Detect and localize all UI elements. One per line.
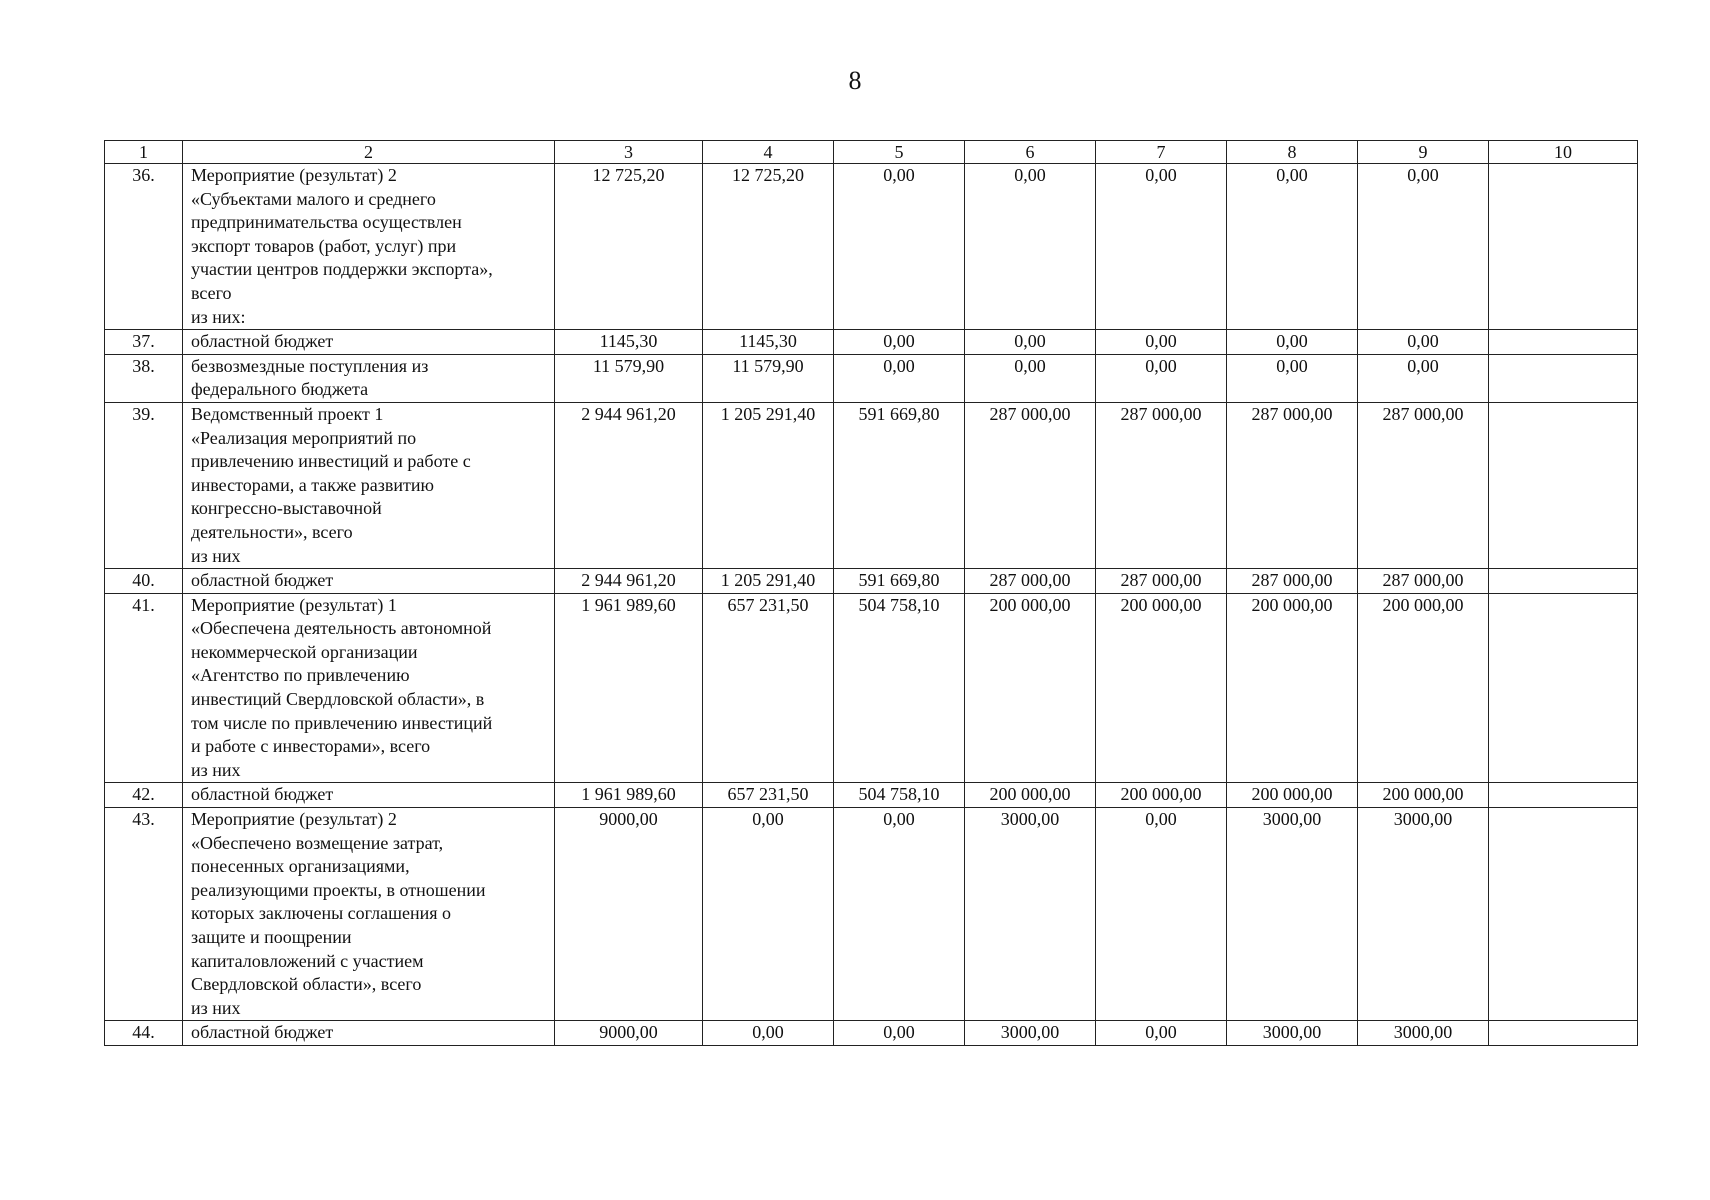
description-line: областной бюджет xyxy=(191,784,334,805)
column-header-9: 9 xyxy=(1358,141,1489,164)
description-line: участии центров поддержки экспорта», xyxy=(191,259,493,280)
description-line: инвесторами, а также развитию xyxy=(191,474,434,495)
value-cell-col-3: 2 944 961,20 xyxy=(555,569,703,594)
description-line: инвестиций Свердловской области», в xyxy=(191,689,485,710)
description-line: областной бюджет xyxy=(191,331,334,352)
description-line: Мероприятие (результат) 1 xyxy=(191,594,397,615)
value-cell-col-7: 0,00 xyxy=(1096,330,1227,355)
value-cell-col-5: 504 758,10 xyxy=(834,783,965,808)
table-row xyxy=(105,569,1638,594)
value-cell-col-3: 12 725,20 xyxy=(555,164,703,330)
value-cell-col-4: 1145,30 xyxy=(703,330,834,355)
row-number: 37. xyxy=(105,330,183,355)
description-line: из них xyxy=(191,997,241,1018)
value-cell-col-7: 0,00 xyxy=(1096,1021,1227,1046)
column-header-3: 3 xyxy=(555,141,703,164)
description-line: «Реализация мероприятий по xyxy=(191,427,417,448)
value-cell-col-6: 287 000,00 xyxy=(965,569,1096,594)
description-line: «Агентство по привлечению xyxy=(191,665,410,686)
page-number: 8 xyxy=(848,66,862,95)
row-description xyxy=(183,354,555,402)
column-header-7: 7 xyxy=(1096,141,1227,164)
value-cell-col-5: 591 669,80 xyxy=(834,402,965,568)
value-cell-col-4: 1 205 291,40 xyxy=(703,402,834,568)
value-cell-col-6: 200 000,00 xyxy=(965,593,1096,783)
value-cell-col-10 xyxy=(1489,593,1638,783)
value-cell-col-8: 3000,00 xyxy=(1227,808,1358,1021)
description-line: из них: xyxy=(191,306,246,327)
value-cell-col-4: 1 205 291,40 xyxy=(703,569,834,594)
value-cell-col-7: 0,00 xyxy=(1096,354,1227,402)
description-line: областной бюджет xyxy=(191,570,334,591)
table-body xyxy=(105,164,1638,1046)
value-cell-col-5: 591 669,80 xyxy=(834,569,965,594)
description-line: Мероприятие (результат) 2 xyxy=(191,809,397,830)
table-row xyxy=(105,593,1638,783)
value-cell-col-9: 3000,00 xyxy=(1358,808,1489,1021)
column-header-8: 8 xyxy=(1227,141,1358,164)
value-cell-col-5: 0,00 xyxy=(834,1021,965,1046)
value-cell-col-3: 11 579,90 xyxy=(555,354,703,402)
description-line: «Субъектами малого и среднего xyxy=(191,188,436,209)
table-row xyxy=(105,1021,1638,1046)
row-number: 42. xyxy=(105,783,183,808)
table-row xyxy=(105,783,1638,808)
value-cell-col-4: 0,00 xyxy=(703,1021,834,1046)
description-line: конгрессно-выставочной xyxy=(191,498,382,519)
value-cell-col-8: 200 000,00 xyxy=(1227,593,1358,783)
description-line: Мероприятие (результат) 2 xyxy=(191,165,397,185)
description-line: некоммерческой организации xyxy=(191,641,418,662)
row-number: 43. xyxy=(105,808,183,1021)
row-number: 39. xyxy=(105,402,183,568)
table-row xyxy=(105,330,1638,355)
value-cell-col-9: 3000,00 xyxy=(1358,1021,1489,1046)
description-line: защите и поощрении xyxy=(191,927,352,947)
value-cell-col-10 xyxy=(1489,569,1638,594)
value-cell-col-7: 287 000,00 xyxy=(1096,402,1227,568)
value-cell-col-5: 0,00 xyxy=(834,164,965,330)
value-cell-col-10 xyxy=(1489,783,1638,808)
description-line: областной бюджет xyxy=(191,1022,334,1043)
column-header-5: 5 xyxy=(834,141,965,164)
value-cell-col-4: 12 725,20 xyxy=(703,164,834,330)
column-header-1: 1 xyxy=(105,141,183,164)
value-cell-col-9: 200 000,00 xyxy=(1358,783,1489,808)
value-cell-col-9: 287 000,00 xyxy=(1358,402,1489,568)
column-header-2: 2 xyxy=(183,141,555,164)
value-cell-col-6: 0,00 xyxy=(965,354,1096,402)
table-header xyxy=(105,141,1638,164)
row-description xyxy=(183,569,555,594)
description-line: федерального бюджета xyxy=(191,379,369,400)
value-cell-col-9: 0,00 xyxy=(1358,330,1489,355)
value-cell-col-6: 287 000,00 xyxy=(965,402,1096,568)
row-description xyxy=(183,1021,555,1046)
value-cell-col-3: 1 961 989,60 xyxy=(555,593,703,783)
value-cell-col-8: 200 000,00 xyxy=(1227,783,1358,808)
description-line: предпринимательства осуществлен xyxy=(191,212,462,233)
column-header-4: 4 xyxy=(703,141,834,164)
value-cell-col-4: 657 231,50 xyxy=(703,593,834,783)
value-cell-col-5: 0,00 xyxy=(834,808,965,1021)
value-cell-col-10 xyxy=(1489,808,1638,1021)
row-description xyxy=(183,164,555,330)
value-cell-col-10 xyxy=(1489,164,1638,330)
value-cell-col-3: 9000,00 xyxy=(555,808,703,1021)
value-cell-col-6: 0,00 xyxy=(965,164,1096,330)
value-cell-col-7: 287 000,00 xyxy=(1096,569,1227,594)
value-cell-col-6: 3000,00 xyxy=(965,808,1096,1021)
column-header-6: 6 xyxy=(965,141,1096,164)
value-cell-col-4: 0,00 xyxy=(703,808,834,1021)
row-number: 41. xyxy=(105,593,183,783)
value-cell-col-10 xyxy=(1489,354,1638,402)
description-line: из них xyxy=(191,545,241,566)
value-cell-col-7: 0,00 xyxy=(1096,808,1227,1021)
value-cell-col-8: 287 000,00 xyxy=(1227,402,1358,568)
row-description xyxy=(183,783,555,808)
value-cell-col-9: 200 000,00 xyxy=(1358,593,1489,783)
table-row xyxy=(105,402,1638,568)
value-cell-col-10 xyxy=(1489,1021,1638,1046)
value-cell-col-6: 0,00 xyxy=(965,330,1096,355)
value-cell-col-8: 287 000,00 xyxy=(1227,569,1358,594)
description-line: экспорт товаров (работ, услуг) при xyxy=(191,235,457,256)
value-cell-col-3: 1 961 989,60 xyxy=(555,783,703,808)
table-row xyxy=(105,164,1638,330)
value-cell-col-9: 0,00 xyxy=(1358,354,1489,402)
value-cell-col-4: 11 579,90 xyxy=(703,354,834,402)
value-cell-col-9: 287 000,00 xyxy=(1358,569,1489,594)
value-cell-col-5: 504 758,10 xyxy=(834,593,965,783)
value-cell-col-10 xyxy=(1489,402,1638,568)
description-line: всего xyxy=(191,282,232,303)
table-row xyxy=(105,354,1638,402)
value-cell-col-8: 0,00 xyxy=(1227,354,1358,402)
value-cell-col-8: 3000,00 xyxy=(1227,1021,1358,1046)
description-line: том числе по привлечению инвестиций xyxy=(191,712,493,733)
value-cell-col-8: 0,00 xyxy=(1227,164,1358,330)
row-description xyxy=(183,593,555,783)
value-cell-col-8: 0,00 xyxy=(1227,330,1358,355)
row-description xyxy=(183,808,555,1021)
description-line: которых заключены соглашения о xyxy=(191,903,451,924)
value-cell-col-3: 1145,30 xyxy=(555,330,703,355)
description-line: понесенных организациями, xyxy=(191,856,410,877)
description-line: «Обеспечена деятельность автономной xyxy=(191,618,492,639)
row-description xyxy=(183,402,555,568)
description-line: деятельности», всего xyxy=(191,521,353,542)
description-line: и работе с инвесторами», всего xyxy=(191,736,431,757)
row-number: 36. xyxy=(105,164,183,330)
value-cell-col-4: 657 231,50 xyxy=(703,783,834,808)
description-line: привлечению инвестиций и работе с xyxy=(191,451,471,472)
value-cell-col-6: 200 000,00 xyxy=(965,783,1096,808)
description-line: «Обеспечено возмещение затрат, xyxy=(191,832,444,853)
value-cell-col-7: 200 000,00 xyxy=(1096,593,1227,783)
row-number: 40. xyxy=(105,569,183,594)
header-row xyxy=(105,141,1638,164)
description-line: Свердловской области», всего xyxy=(191,974,422,995)
description-line: Ведомственный проект 1 xyxy=(191,403,384,424)
description-line: капиталовложений с участием xyxy=(191,950,424,971)
row-number: 38. xyxy=(105,354,183,402)
description-line: из них xyxy=(191,759,241,780)
value-cell-col-5: 0,00 xyxy=(834,330,965,355)
value-cell-col-3: 2 944 961,20 xyxy=(555,402,703,568)
value-cell-col-7: 200 000,00 xyxy=(1096,783,1227,808)
value-cell-col-5: 0,00 xyxy=(834,354,965,402)
value-cell-col-6: 3000,00 xyxy=(965,1021,1096,1046)
description-line: безвозмездные поступления из xyxy=(191,355,429,376)
table-row xyxy=(105,808,1638,1021)
description-line: реализующими проекты, в отношении xyxy=(191,879,486,900)
value-cell-col-10 xyxy=(1489,330,1638,355)
value-cell-col-7: 0,00 xyxy=(1096,164,1227,330)
column-header-10: 10 xyxy=(1489,141,1638,164)
row-number: 44. xyxy=(105,1021,183,1046)
budget-table xyxy=(104,140,1638,1046)
row-description xyxy=(183,330,555,355)
value-cell-col-9: 0,00 xyxy=(1358,164,1489,330)
value-cell-col-3: 9000,00 xyxy=(555,1021,703,1046)
